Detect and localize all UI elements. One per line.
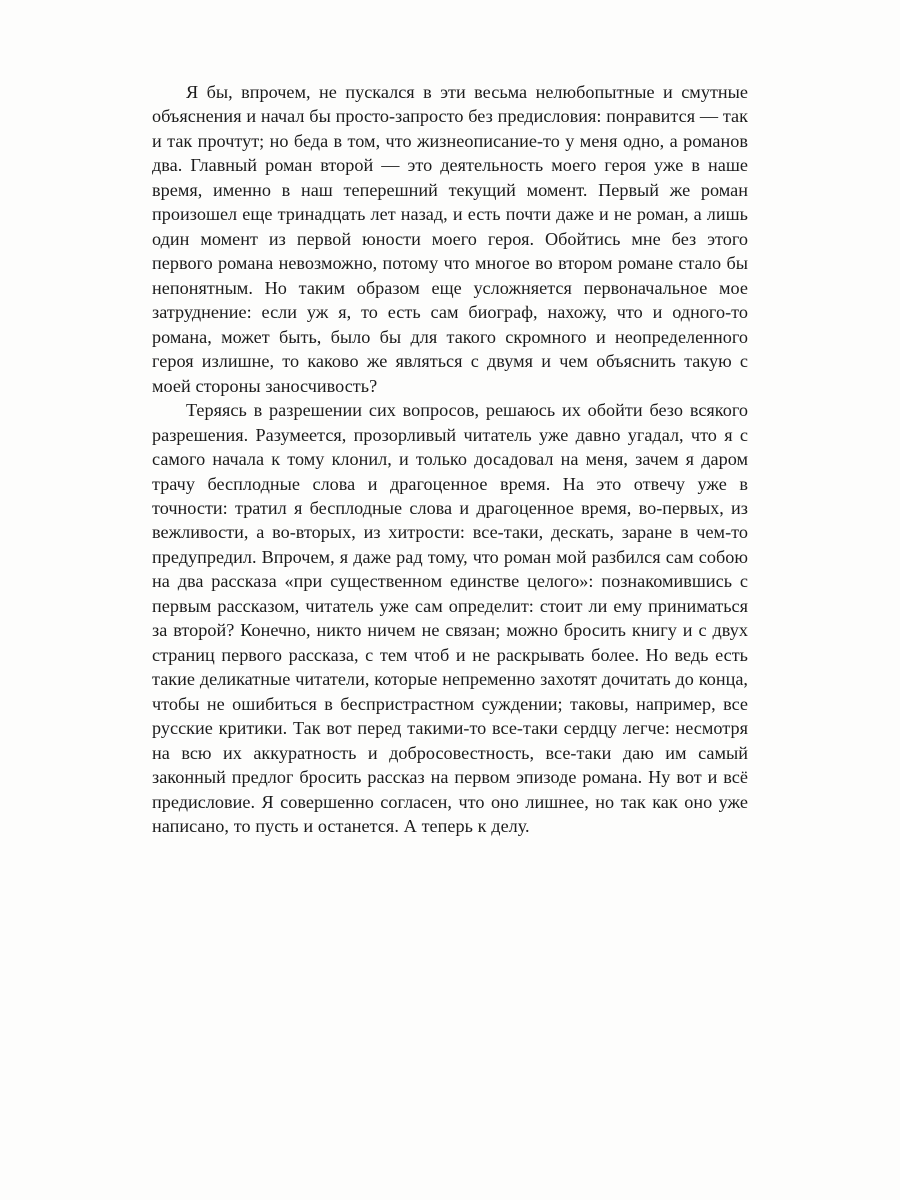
body-paragraph: Я бы, впрочем, не пускался в эти весьма нелюбопытные и смутные объяснения и начал бы просто-запросто без предисловия: понравится — так и так прочтут; но беда в том, что жизнеописание-то у меня одно, а романов два. Главный роман второй — это деятельность моего героя уже в наше время, именно в наш теперешний текущий момент. Первый же роман произошел еще тринадцать лет назад, и есть почти даже и не роман, а лишь один момент из первой юности моего героя. Обойтись мне без этого первого романа невозможно, потому что многое во втором романе стало бы непонятным. Но таким образом еще усложняется первоначальное мое затруднение: если уж я, то есть сам биограф, нахожу, что и одного-то романа, может быть, было бы для такого скромного и неопределенного героя излишне, то каково же являться с двумя и чем объяснить такую с моей стороны заносчивость?: [152, 82, 748, 396]
text-column: [152, 80, 748, 839]
body-paragraph: Теряясь в разрешении сих вопросов, решаюсь их обойти безо всякого разрешения. Разумеется, прозорливый читатель уже давно угадал, что я с самого начала к тому клонил, и только досадовал на меня, зачем я даром трачу бесплодные слова и драгоценное время. На это отвечу уже в точности: тратил я бесплодные слова и драгоценное время, во-первых, из вежливости, а во-вторых, из хитрости: все-таки, дескать, заране в чем-то предупредил. Впрочем, я даже рад тому, что роман мой разбился сам собою на два рассказа «при существенном единстве целого»: познакомившись с первым рассказом, читатель уже сам определит: стоит ли ему приниматься за второй? Конечно, никто ничем не связан; можно бросить книгу и с двух страниц первого рассказа, с тем чтоб и не раскрывать более. Но ведь есть такие деликатные читатели, которые непременно захотят дочитать до конца, чтобы не ошибиться в беспристрастном суждении; таковы, например, все русские критики. Так вот перед такими-то все-таки сердцу легче: несмотря на всю их аккуратность и добросовестность, все-таки даю им самый законный предлог бросить рассказ на первом эпизоде романа. Ну вот и всё предисловие. Я совершенно согласен, что оно лишнее, но так как оно уже написано, то пусть и останется. А теперь к делу.: [152, 400, 748, 837]
